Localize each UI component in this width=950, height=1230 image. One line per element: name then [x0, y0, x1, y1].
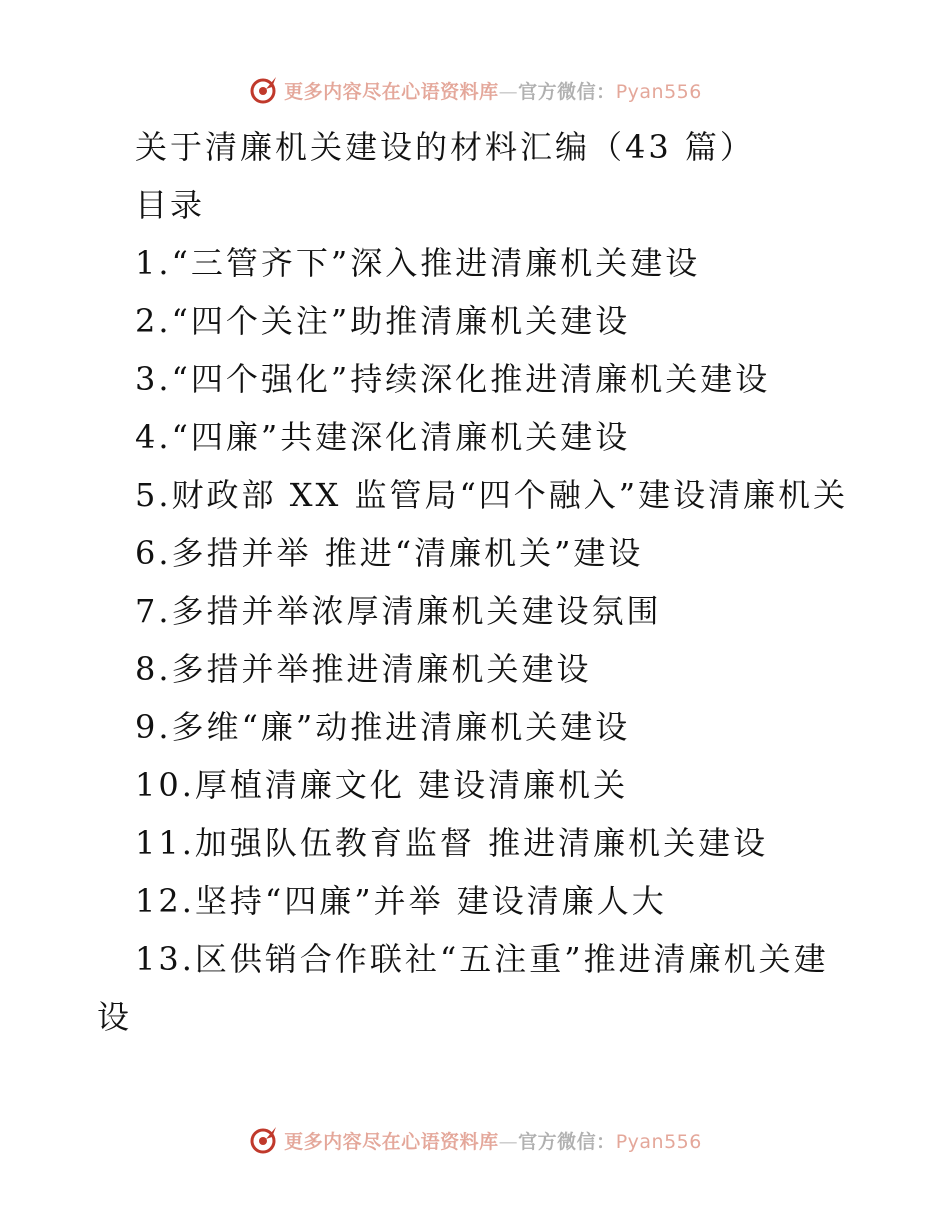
toc-item: 8.多措并举推进清廉机关建设 — [135, 650, 592, 688]
watermark-text — [284, 1127, 702, 1154]
toc-item: 9.多维“廉”动推进清廉机关建设 — [135, 708, 631, 746]
toc-item-continuation: 设 — [97, 998, 133, 1036]
toc-item: 4.“四廉”共建深化清廉机关建设 — [135, 418, 631, 456]
watermark-official: 官方微信： — [518, 80, 616, 103]
toc-item: 5.财政部 XX 监管局“四个融入”建设清廉机关 — [135, 476, 849, 514]
toc-item: 13.区供销合作联社“五注重”推进清廉机关建 — [135, 940, 829, 978]
toc-item: 12.坚持“四廉”并举 建设清廉人大 — [135, 882, 667, 920]
footer-watermark — [0, 1120, 950, 1160]
watermark-text — [284, 77, 702, 104]
watermark-dash: — — [498, 80, 519, 103]
toc-heading: 目录 — [135, 186, 206, 224]
watermark-dash: — — [498, 1130, 519, 1153]
toc-item: 1.“三管齐下”深入推进清廉机关建设 — [135, 244, 701, 282]
toc-item: 6.多措并举 推进“清廉机关”建设 — [135, 534, 644, 572]
header-watermark — [0, 70, 950, 110]
toc-item: 3.“四个强化”持续深化推进清廉机关建设 — [135, 360, 771, 398]
toc-item: 10.厚植清廉文化 建设清廉机关 — [135, 766, 629, 804]
watermark-id: Pyan556 — [615, 80, 702, 103]
watermark-official: 官方微信： — [518, 1130, 616, 1153]
toc-item: 11.加强队伍教育监督 推进清廉机关建设 — [135, 824, 769, 862]
toc-item: 2.“四个关注”助推清廉机关建设 — [135, 302, 631, 340]
feather-pen-logo-icon — [248, 1125, 278, 1155]
watermark-brand: 更多内容尽在心语资料库 — [284, 80, 499, 103]
toc-item: 7.多措并举浓厚清廉机关建设氛围 — [135, 592, 662, 630]
feather-pen-logo-icon — [248, 75, 278, 105]
document-title: 关于清廉机关建设的材料汇编（43 篇） — [135, 128, 755, 166]
watermark-id: Pyan556 — [615, 1130, 702, 1153]
watermark-brand: 更多内容尽在心语资料库 — [284, 1130, 499, 1153]
